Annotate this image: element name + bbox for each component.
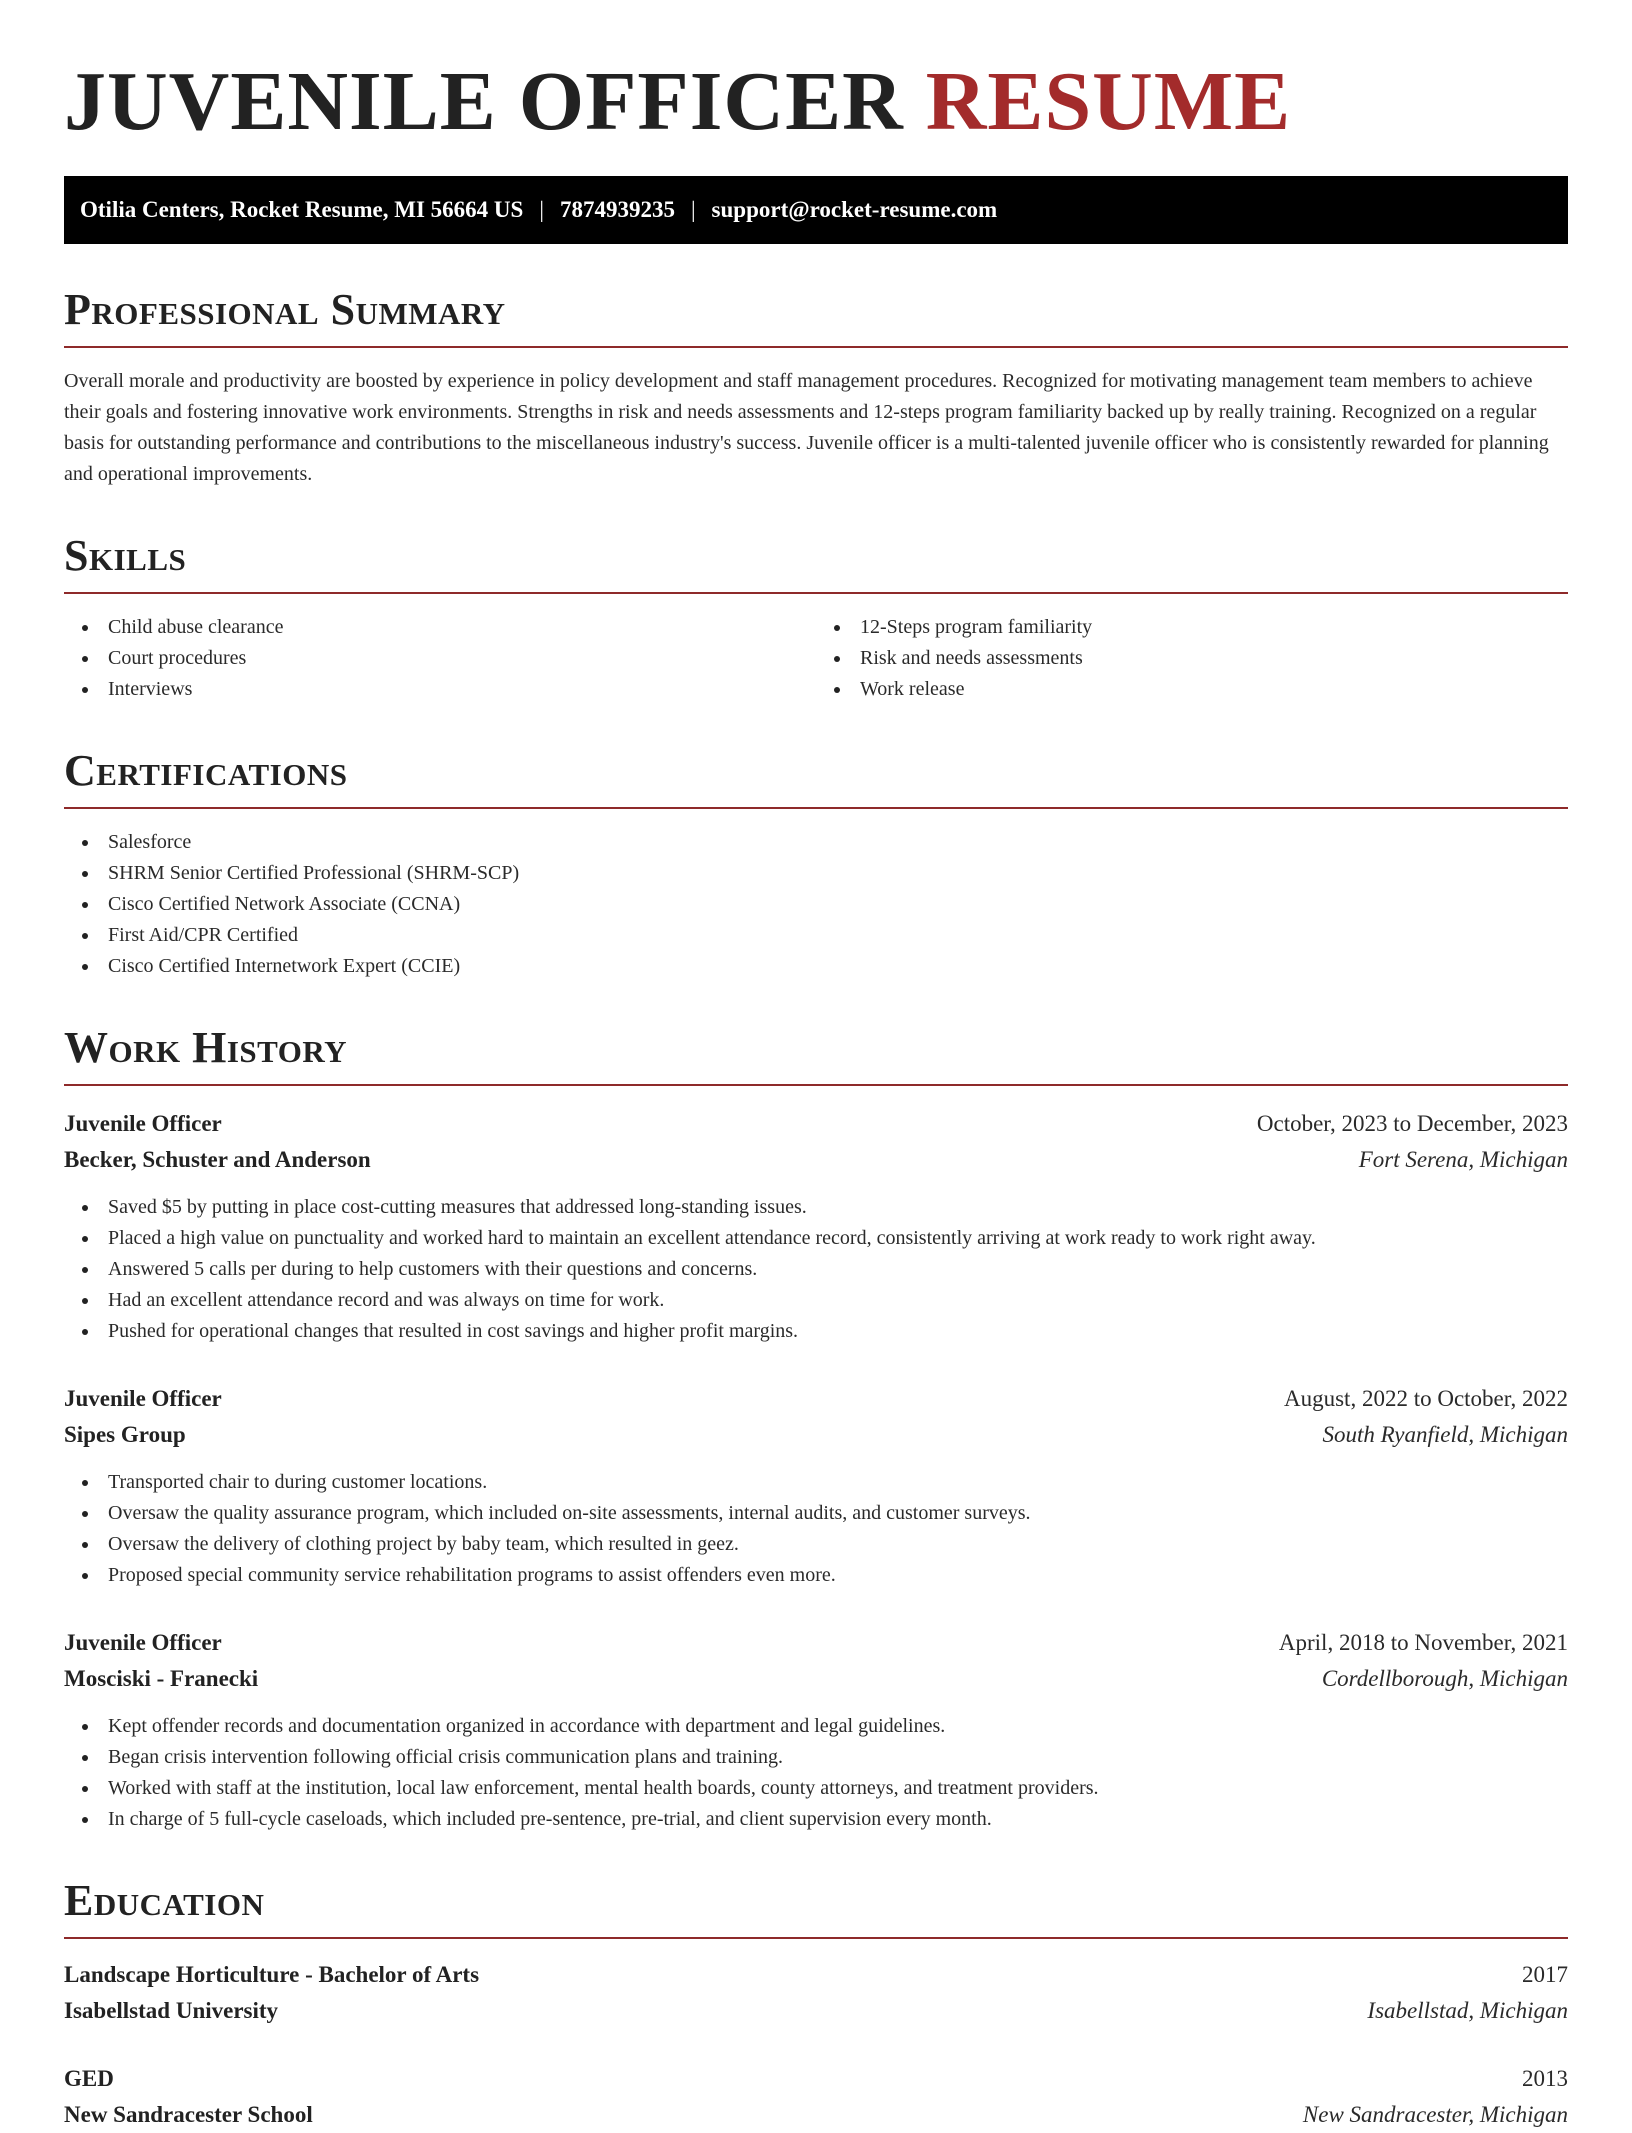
section-heading: Professional Summary xyxy=(64,288,1568,348)
job-entry xyxy=(64,1106,1568,1347)
section-work-history xyxy=(64,1023,1568,1835)
job-bullet: Oversaw the delivery of clothing project by baby team, which resulted in geez. xyxy=(64,1529,1568,1560)
section-heading: Skills xyxy=(64,534,1568,594)
job-bullet: Proposed special community service rehabilitation programs to assist offenders even more. xyxy=(64,1560,1568,1591)
certification-item: Salesforce xyxy=(64,827,1568,858)
section-heading: Work History xyxy=(64,1026,1568,1086)
education-entry xyxy=(64,1957,1568,2029)
job-location: Fort Serena, Michigan xyxy=(1358,1147,1568,1172)
job-title: Juvenile Officer xyxy=(64,1386,222,1411)
contact-separator: | xyxy=(690,197,696,222)
contact-bar xyxy=(64,176,1568,244)
job-header-row xyxy=(64,1625,1568,1661)
job-company: Becker, Schuster and Anderson xyxy=(64,1147,371,1172)
title-main: JUVENILE OFFICER xyxy=(64,55,904,148)
skills-list-right xyxy=(816,612,1568,705)
skill-item: Risk and needs assessments xyxy=(816,643,1568,674)
job-header-row xyxy=(64,1106,1568,1142)
skill-item: 12-Steps program familiarity xyxy=(816,612,1568,643)
skill-item: Work release xyxy=(816,674,1568,705)
job-company-row xyxy=(64,1661,1568,1697)
job-entry xyxy=(64,1381,1568,1591)
job-bullet: Had an excellent attendance record and was always on time for work. xyxy=(64,1285,1568,1316)
job-location: South Ryanfield, Michigan xyxy=(1322,1422,1568,1447)
certification-item: SHRM Senior Certified Professional (SHRM-SCP) xyxy=(64,858,1568,889)
education-school-row xyxy=(64,2097,1568,2133)
job-location: Cordellborough, Michigan xyxy=(1321,1666,1568,1691)
job-dates: August, 2022 to October, 2022 xyxy=(1284,1386,1568,1411)
section-professional-summary xyxy=(64,285,1568,490)
section-heading: Certifications xyxy=(64,749,1568,809)
summary-text: Overall morale and productivity are boosted by experience in policy development and staff management procedures. Recognized for motivating management team members to achieve their goals and fostering innovative work environments. Strengths in risk and needs assessments and 12-steps program familiarity backed up by really training. Recognized on a regular basis for outstanding performance and contributions to the miscellaneous industry's success. Juvenile officer is a multi-talented juvenile officer who is consistently rewarded for planning and operational improvements. xyxy=(64,370,1549,485)
education-school-row xyxy=(64,1993,1568,2029)
skills-grid xyxy=(64,594,1568,705)
job-bullet: Transported chair to during customer locations. xyxy=(64,1467,1568,1498)
contact-address: Otilia Centers, Rocket Resume, MI 56664 US xyxy=(80,197,524,222)
education-degree: GED xyxy=(64,2066,114,2091)
education-school: New Sandracester School xyxy=(64,2102,313,2127)
education-degree-row xyxy=(64,2061,1568,2097)
education-year: 2013 xyxy=(1522,2066,1568,2091)
job-bullet: Oversaw the quality assurance program, which included on-site assessments, internal audits, and customer surveys. xyxy=(64,1498,1568,1529)
job-header-row xyxy=(64,1381,1568,1417)
certifications-list xyxy=(64,827,1568,982)
certification-item: Cisco Certified Internetwork Expert (CCIE) xyxy=(64,951,1568,982)
job-bullet: Pushed for operational changes that resulted in cost savings and higher profit margins. xyxy=(64,1316,1568,1347)
job-company-row xyxy=(64,1142,1568,1178)
job-bullet: Began crisis intervention following official crisis communication plans and training. xyxy=(64,1742,1568,1773)
skill-item: Child abuse clearance xyxy=(64,612,816,643)
job-bullets xyxy=(64,1192,1568,1347)
skill-item: Interviews xyxy=(64,674,816,705)
job-company: Mosciski - Franecki xyxy=(64,1666,259,1691)
job-bullet: Answered 5 calls per during to help customers with their questions and concerns. xyxy=(64,1254,1568,1285)
job-bullet: Worked with staff at the institution, local law enforcement, mental health boards, county attorneys, and treatment providers. xyxy=(64,1773,1568,1804)
job-bullet: Kept offender records and documentation organized in accordance with department and legal guidelines. xyxy=(64,1711,1568,1742)
job-bullet: Placed a high value on punctuality and worked hard to maintain an excellent attendance record, consistently arriving at work ready to work right away. xyxy=(64,1223,1568,1254)
section-education xyxy=(64,1876,1568,2133)
job-dates: October, 2023 to December, 2023 xyxy=(1256,1111,1568,1136)
skills-list-left xyxy=(64,612,816,705)
job-bullet: In charge of 5 full-cycle caseloads, which included pre-sentence, pre-trial, and client supervision every month. xyxy=(64,1804,1568,1835)
skill-item: Court procedures xyxy=(64,643,816,674)
contact-email: support@rocket-resume.com xyxy=(711,197,998,222)
title-accent: RESUME xyxy=(925,55,1292,148)
job-company: Sipes Group xyxy=(64,1422,186,1447)
education-location: New Sandracester, Michigan xyxy=(1302,2102,1568,2127)
education-entry xyxy=(64,2061,1568,2133)
education-degree-row xyxy=(64,1957,1568,1993)
section-skills xyxy=(64,531,1568,705)
education-year: 2017 xyxy=(1522,1962,1568,1987)
job-company-row xyxy=(64,1417,1568,1453)
section-heading: Education xyxy=(64,1879,1568,1939)
education-school: Isabellstad University xyxy=(64,1998,279,2023)
job-bullets xyxy=(64,1711,1568,1835)
job-dates: April, 2018 to November, 2021 xyxy=(1278,1630,1568,1655)
section-certifications xyxy=(64,746,1568,982)
job-bullet: Saved $5 by putting in place cost-cutting measures that addressed long-standing issues. xyxy=(64,1192,1568,1223)
certification-item: First Aid/CPR Certified xyxy=(64,920,1568,951)
job-title: Juvenile Officer xyxy=(64,1111,222,1136)
resume-title xyxy=(64,55,1568,148)
job-bullets xyxy=(64,1467,1568,1591)
education-location: Isabellstad, Michigan xyxy=(1367,1998,1568,2023)
certification-item: Cisco Certified Network Associate (CCNA) xyxy=(64,889,1568,920)
education-degree: Landscape Horticulture - Bachelor of Arts xyxy=(64,1962,480,1987)
contact-phone: 7874939235 xyxy=(559,197,675,222)
job-entry xyxy=(64,1625,1568,1835)
contact-separator: | xyxy=(539,197,544,222)
job-title: Juvenile Officer xyxy=(64,1630,222,1655)
